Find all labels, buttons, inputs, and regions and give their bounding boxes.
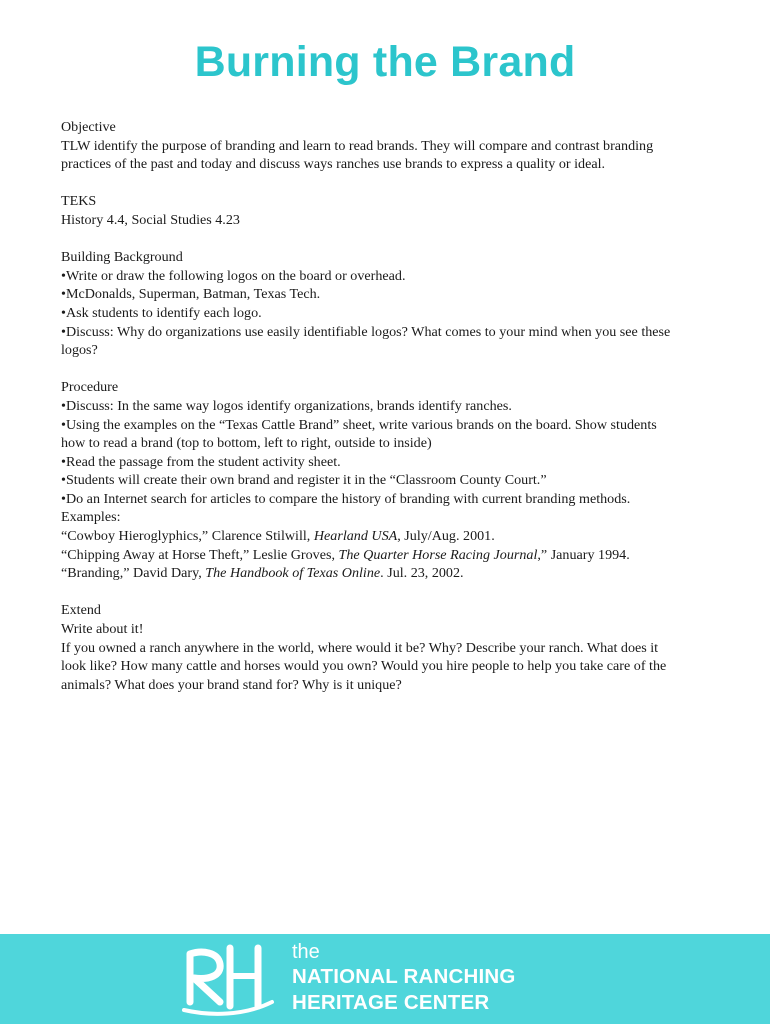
background-heading: Building Background xyxy=(61,249,183,266)
extend-line: animals? What does your brand stand for? Why is it unique? xyxy=(61,676,402,693)
citation-source: Hearland USA xyxy=(313,528,398,545)
citation-text: “Chipping Away at Horse Theft,” Leslie Groves, xyxy=(61,546,339,563)
procedure-heading: Procedure xyxy=(61,379,119,396)
extend-line: look like? How many cattle and horses would you own? Would you hire people to help you take care of the xyxy=(61,658,667,675)
procedure-item: • Using the examples on the “Texas Cattle Brand” sheet, write various brands on the board. Show students xyxy=(61,416,711,435)
citation-date: . Jul. 23, 2002. xyxy=(380,565,464,582)
objective-line: TLW identify the purpose of branding and learn to read brands. They will compare and contrast branding xyxy=(61,137,654,154)
organization-name-prefix: the xyxy=(292,941,320,963)
example-citation xyxy=(61,546,711,565)
procedure-item-continuation: how to read a brand (top to bottom, left to right, outside to inside) xyxy=(61,435,432,452)
procedure-item: • Discuss: In the same way logos identify organizations, brands identify ranches. xyxy=(61,397,711,416)
background-item: • Write or draw the following logos on the board or overhead. xyxy=(61,267,711,286)
background-item: • McDonalds, Superman, Batman, Texas Tech. xyxy=(61,285,711,304)
footer-banner xyxy=(0,934,770,1024)
organization-name xyxy=(292,940,516,1016)
extend-subheading: Write about it! xyxy=(61,621,144,638)
lesson-content xyxy=(61,118,711,713)
background-item: • Ask students to identify each logo. xyxy=(61,304,711,323)
citation-text: “Cowboy Hieroglyphics,” Clarence Stilwill, xyxy=(61,528,314,545)
citation-source: The Quarter Horse Racing Journal xyxy=(338,546,538,563)
citation-date: , July/Aug. 2001. xyxy=(397,528,495,545)
citation-text: “Branding,” David Dary, xyxy=(61,565,206,582)
page-title: Burning the Brand xyxy=(194,38,576,86)
objective-line: practices of the past and today and discuss ways ranches use brands to express a quality or ideal. xyxy=(61,156,606,173)
procedure-item: • Read the passage from the student activity sheet. xyxy=(61,453,711,472)
procedure-item: • Students will create their own brand and register it in the “Classroom County Court.” xyxy=(61,471,711,490)
organization-name-line: NATIONAL RANCHING xyxy=(292,965,516,988)
objective-section xyxy=(61,118,711,174)
teks-text: History 4.4, Social Studies 4.23 xyxy=(61,211,240,228)
background-item-continuation: logos? xyxy=(61,342,98,359)
procedure-section xyxy=(61,378,711,583)
example-citation xyxy=(61,564,711,583)
organization-name-line: HERITAGE CENTER xyxy=(292,991,490,1014)
background-item: • Discuss: Why do organizations use easily identifiable logos? What comes to your mind when you see these xyxy=(61,323,711,342)
extend-line: If you owned a ranch anywhere in the world, where would it be? Why? Describe your ranch. What does it xyxy=(61,639,659,656)
teks-section xyxy=(61,192,711,229)
extend-section xyxy=(61,601,711,694)
procedure-item: • Do an Internet search for articles to compare the history of branding with current branding methods. xyxy=(61,490,711,509)
citation-date: ,” January 1994. xyxy=(537,546,630,563)
teks-heading: TEKS xyxy=(61,193,97,210)
examples-label: Examples: xyxy=(61,509,121,526)
objective-heading: Objective xyxy=(61,119,116,135)
extend-heading: Extend xyxy=(61,602,101,619)
citation-source: The Handbook of Texas Online xyxy=(205,565,381,582)
rh-monogram-icon xyxy=(180,940,280,1018)
example-citation xyxy=(61,527,711,546)
background-section xyxy=(61,248,711,360)
